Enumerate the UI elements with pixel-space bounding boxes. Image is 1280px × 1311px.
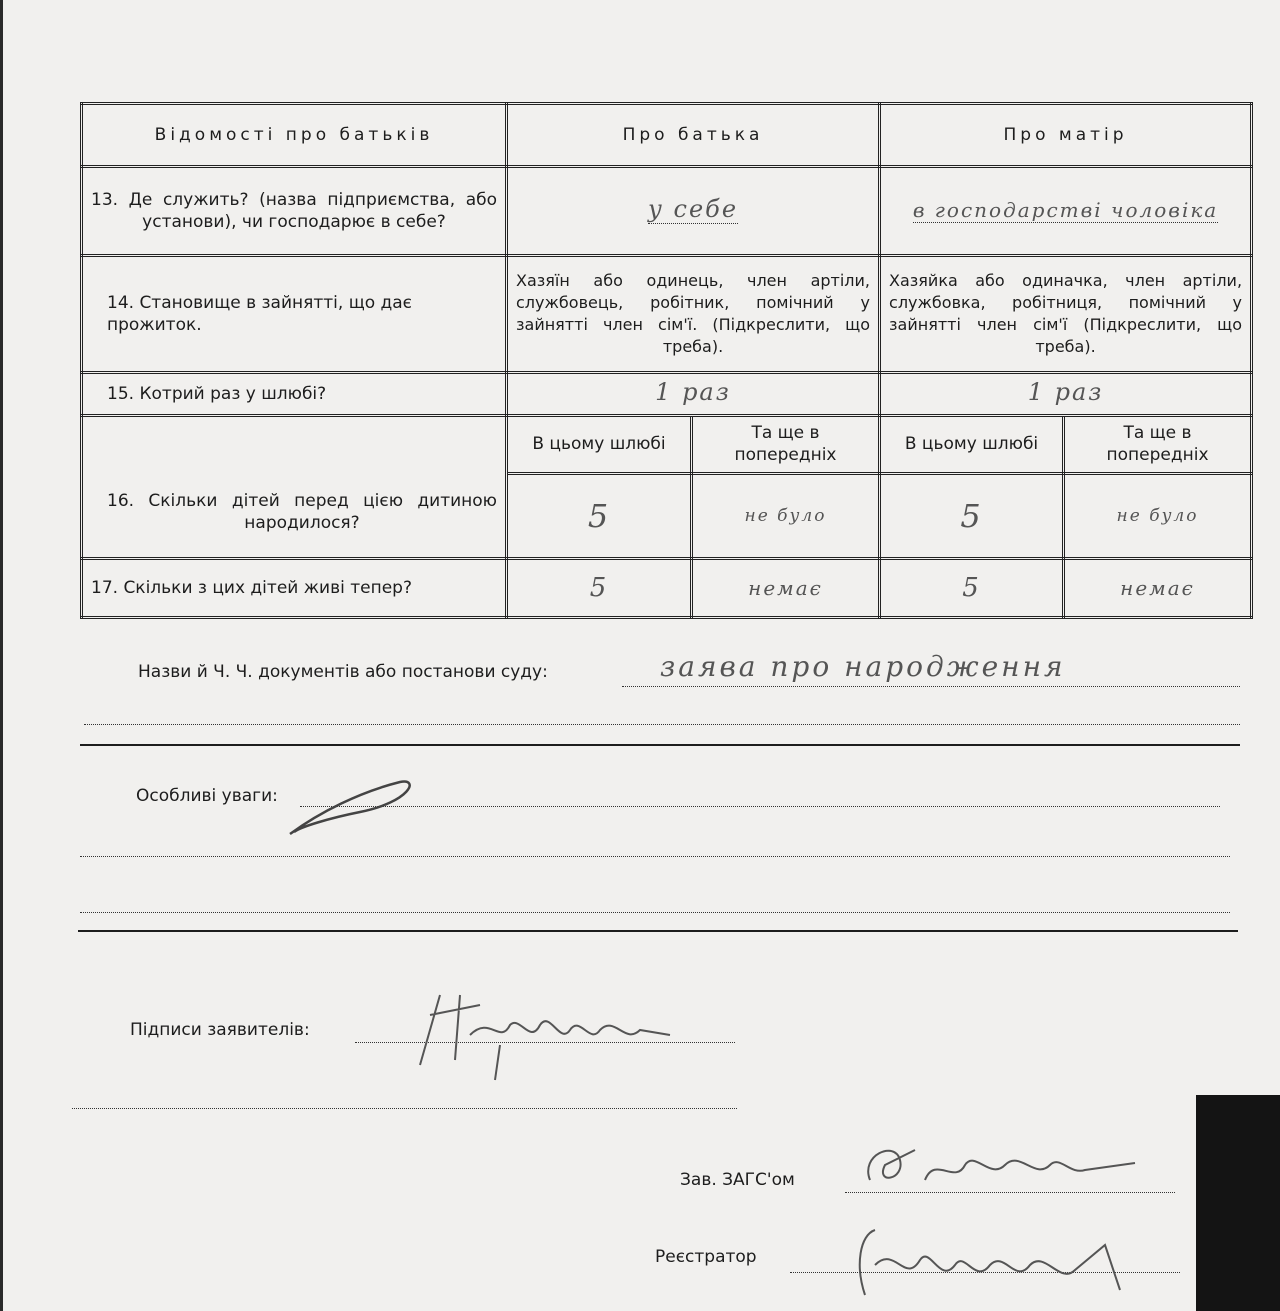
q16-mother-this-hw: 5 <box>880 474 1064 559</box>
table-header-row <box>82 104 1252 167</box>
q17-label: 17. Скільки з цих дітей живі тепер? <box>82 559 507 618</box>
registrar-label: Реєстратор <box>655 1247 757 1267</box>
registry-head-signature <box>855 1135 1145 1195</box>
header-mother: Про матір <box>880 104 1252 167</box>
documents-rule <box>80 744 1240 746</box>
q15-mother-handwriting: 1 раз <box>1027 378 1104 407</box>
row-q16-subheader <box>82 415 1252 474</box>
q13-mother-cell <box>880 166 1252 255</box>
q15-father-cell <box>507 373 880 415</box>
documents-line-1 <box>622 686 1240 687</box>
q14-label: 14. Становище в зайнятті, що дає прожиток. <box>82 255 507 372</box>
documents-handwriting: заява про народження <box>660 650 1066 683</box>
q13-label: 13. Де служить? (назва підприємства, або установи), чи господарює в себе? <box>82 166 507 255</box>
notes-line-2 <box>80 856 1230 857</box>
notes-line-1 <box>300 806 1220 807</box>
q15-label: 15. Котрий раз у шлюбі? <box>82 373 507 415</box>
q15-mother-cell <box>880 373 1252 415</box>
registry-head-label: Зав. ЗАГС'ом <box>680 1170 795 1190</box>
q16-father-this-hw: 5 <box>507 474 692 559</box>
q14-father-cell <box>507 255 880 372</box>
documents-line-2 <box>84 724 1240 725</box>
q16-mother-prev-header: Та ще в попередніх <box>1064 415 1252 474</box>
row-q13 <box>82 166 1252 255</box>
applicant-signature <box>400 975 700 1085</box>
row-q14 <box>82 255 1252 372</box>
q13-father-handwriting: у себе <box>647 195 739 224</box>
q14-mother-note: (Підкреслити, що треба). <box>1035 314 1243 356</box>
applicants-line-2 <box>72 1108 737 1109</box>
notes-label: Особливі уваги: <box>136 786 278 806</box>
q14-father-note: (Підкреслити, що треба). <box>662 314 871 356</box>
page-edge-shadow <box>0 0 3 1311</box>
row-q17 <box>82 559 1252 618</box>
q13-father-cell <box>507 166 880 255</box>
q14-mother-options: Хазяйка або одиначка, член артіли, службовка, робітниця, помічний у зайнятті член сім'ї <box>889 270 1243 334</box>
notes-rule <box>78 930 1238 932</box>
header-info: Відомості про батьків <box>82 104 507 167</box>
q17-mother-this-hw: 5 <box>880 559 1064 618</box>
q17-mother-prev-hw: немає <box>1064 559 1252 618</box>
q17-father-this-hw: 5 <box>507 559 692 618</box>
parents-info-table <box>80 102 1253 619</box>
q15-father-handwriting: 1 раз <box>655 378 731 407</box>
q16-father-prev-hw: не було <box>692 474 880 559</box>
notes-dash-scribble <box>280 772 420 842</box>
q16-father-this-header: В цьому шлюбі <box>507 415 692 474</box>
q16-mother-this-header: В цьому шлюбі <box>880 415 1064 474</box>
q16-mother-prev-hw: не було <box>1064 474 1252 559</box>
q17-father-prev-hw: немає <box>692 559 880 618</box>
row-q15 <box>82 373 1252 415</box>
header-father: Про батька <box>507 104 880 167</box>
q13-mother-handwriting: в господарстві чоловіка <box>912 197 1219 222</box>
page-corner-shadow <box>1196 1095 1280 1311</box>
documents-label: Назви й Ч. Ч. документів або постанови суду: <box>138 662 548 682</box>
applicants-label: Підписи заявителів: <box>130 1020 310 1040</box>
notes-line-3 <box>80 912 1230 913</box>
q16-label: 16. Скільки дітей перед цією дитиною народилося? <box>82 415 507 559</box>
q16-father-prev-header: Та ще в попередніх <box>692 415 880 474</box>
q14-father-options: Хазяїн або одинець, член артіли, службовець, робітник, помічний у зайнятті член сім'ї. <box>516 270 871 334</box>
registrar-signature <box>845 1215 1145 1305</box>
q14-mother-cell <box>880 255 1252 372</box>
